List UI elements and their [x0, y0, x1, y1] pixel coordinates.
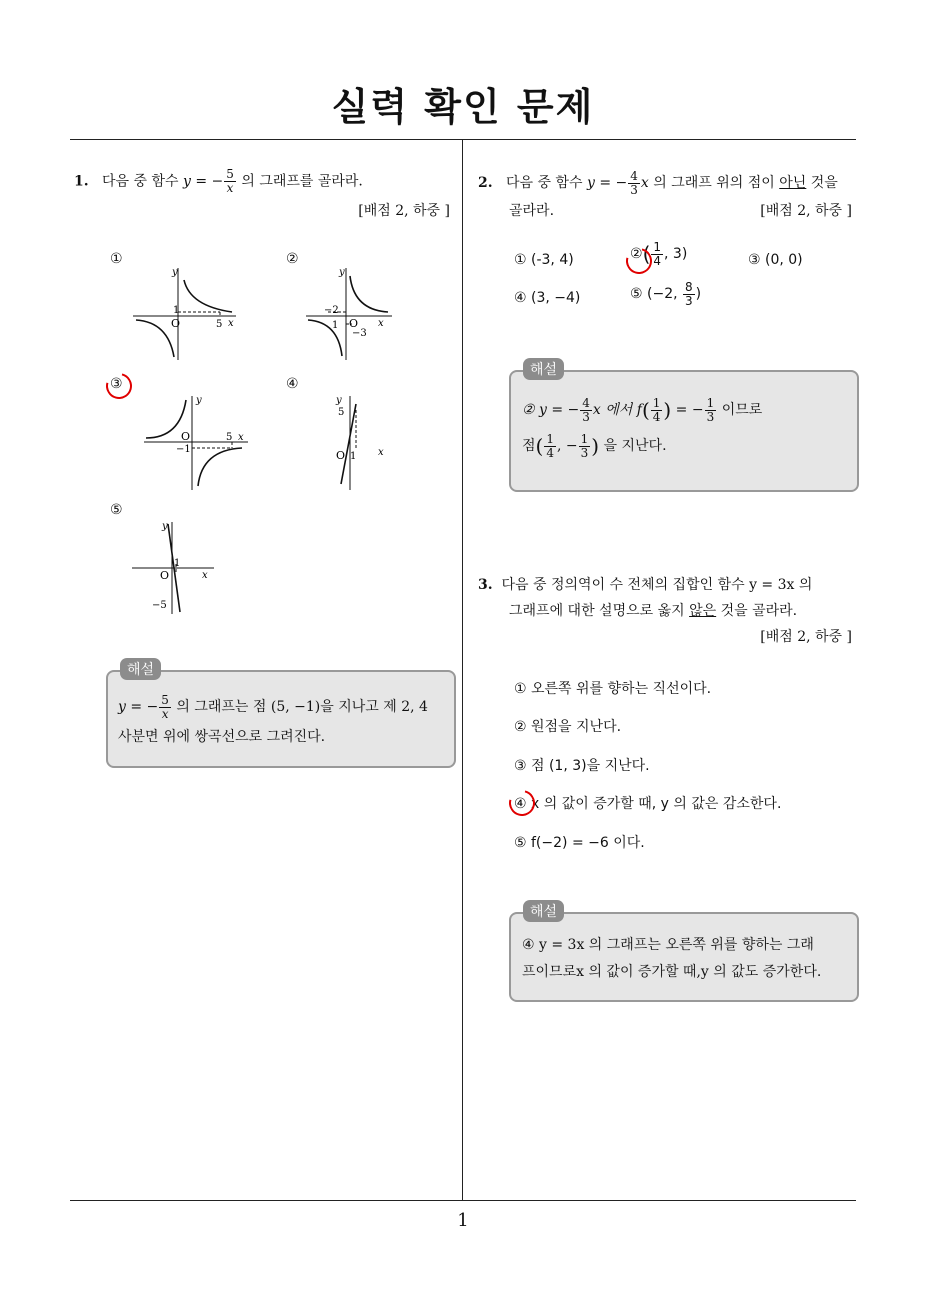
answer-mark-q3: [504, 785, 540, 821]
g5-o: O: [160, 569, 170, 582]
page-title: 실력 확인 문제: [331, 85, 595, 129]
q2-stem-line2: 골라라.: [509, 203, 555, 219]
g2-o: O: [349, 317, 359, 330]
q1-choice-2-label[interactable]: ②: [286, 251, 299, 267]
q2-choice-4[interactable]: ④ (3, −4): [514, 290, 581, 306]
g5-y: y: [162, 521, 168, 532]
column-divider: [462, 139, 463, 1200]
q1-number: 1.: [74, 173, 89, 190]
g5-vm5: −5: [152, 600, 167, 611]
q2-solution-tag: 해설: [523, 358, 564, 380]
q3-stem-line2: 그래프에 대한 설명으로 옳지 않은 것을 골라라.: [509, 603, 798, 619]
q1-lhs: y = −: [182, 173, 224, 190]
g4-v5: 5: [338, 407, 345, 418]
q3-choice-1[interactable]: ① 오른쪽 위를 향하는 직선이다.: [514, 681, 712, 697]
q1-meta: [배점 2, 하중 ]: [358, 203, 450, 219]
q1-choice-5-label[interactable]: ⑤: [110, 502, 123, 518]
q2-choice-3[interactable]: ③ (0, 0): [748, 252, 803, 268]
q1-graph-4[interactable]: [330, 392, 400, 492]
g2-vm3: −3: [352, 328, 367, 339]
q3-choice-5[interactable]: ⑤ f(−2) = −6 이다.: [514, 835, 645, 851]
q1-stem: [74, 168, 454, 195]
q1-graph-1[interactable]: [128, 262, 240, 362]
g3-y: y: [196, 395, 202, 406]
top-rule: [70, 139, 856, 140]
g1-v5: 5: [216, 319, 223, 330]
page-number: 1: [457, 1210, 469, 1231]
g3-o: O: [181, 430, 191, 443]
q1-choice-3-label[interactable]: ③: [110, 376, 123, 392]
g1-x: x: [228, 318, 234, 329]
q1-choice-1-label[interactable]: ①: [110, 251, 123, 267]
q2-stem: 2. 다음 중 함수 y = − $\frac{4}{3}$ x 의 그래프 위의 점이 아닌 것을: [478, 168, 838, 197]
bottom-rule: [70, 1200, 856, 1201]
q2-choice-1[interactable]: ① (-3, 4): [514, 252, 574, 268]
g3-v5: 5: [226, 432, 233, 443]
q1-text-pre: 다음 중 함수: [101, 173, 179, 190]
q2-solution-text: ② y = − $\frac{4}{3}$ x 에서 f( $\frac{1}{4}$ ) = − $\frac{1}{3}$ 이므로 점( $\frac{1}{4}$ , − $\frac{1}{3}$ ) 을 지난다.: [522, 395, 763, 460]
answer-mark-q1: [101, 368, 137, 404]
q2-choice-5[interactable]: ⑤ (−2, $\frac{8}{3}$ ): [630, 279, 702, 308]
g2-x: x: [378, 318, 384, 329]
q2-number: 2.: [478, 175, 493, 191]
q3-number: 3.: [478, 577, 493, 593]
g2-v1: 1: [332, 320, 339, 331]
q1-graph-5[interactable]: [128, 516, 220, 616]
g4-v1: 1: [350, 451, 357, 462]
q1-solution-text: y = − $\frac{5}{x}$ 의 그래프는 점 (5, −1)을 지나고 제 2, 4 사분면 위에 쌍곡선으로 그려진다.: [118, 692, 428, 745]
q1-graph-2[interactable]: [304, 262, 396, 362]
q3-meta: [배점 2, 하중 ]: [760, 629, 852, 645]
g4-y: y: [336, 395, 342, 406]
q1-solution-tag: 해설: [120, 658, 161, 680]
q3-solution-text: ④ y = 3x 의 그래프는 오른쪽 위를 향하는 그래 프이므로x 의 값이 증가할 때,y 의 값도 증가한다.: [522, 937, 822, 980]
q2-meta: [배점 2, 하중 ]: [760, 203, 852, 219]
q2-choice-2[interactable]: ②( $\frac{1}{4}$ , 3): [630, 239, 688, 268]
q3-solution-tag: 해설: [523, 900, 564, 922]
q3-choice-2[interactable]: ② 원점을 지난다.: [514, 719, 622, 735]
q1-graph-3[interactable]: [140, 392, 252, 492]
q1-fraction: $\frac{5}{x}$: [226, 167, 234, 195]
g5-v1: 1: [174, 558, 181, 569]
g1-v1: 1: [173, 305, 180, 316]
g2-y: y: [339, 267, 345, 278]
g5-x: x: [202, 570, 208, 581]
g1-o: O: [171, 317, 181, 330]
q1-text-post: 의 그래프를 골라라.: [241, 173, 363, 190]
g4-o: O: [336, 449, 346, 462]
q3-choice-4[interactable]: ④ x 의 값이 증가할 때, y 의 값은 감소한다.: [514, 796, 782, 812]
g3-x: x: [238, 432, 244, 443]
g1-y: y: [172, 267, 178, 278]
g3-vm1: −1: [176, 444, 191, 455]
q3-stem: 3. 다음 중 정의역이 수 전체의 집합인 함수 y = 3x 의: [478, 577, 813, 593]
q3-choice-3[interactable]: ③ 점 (1, 3)을 지난다.: [514, 758, 650, 774]
g2-vm2: −2: [324, 305, 339, 316]
q1-choice-4-label[interactable]: ④: [286, 376, 299, 392]
g4-x: x: [378, 447, 384, 458]
